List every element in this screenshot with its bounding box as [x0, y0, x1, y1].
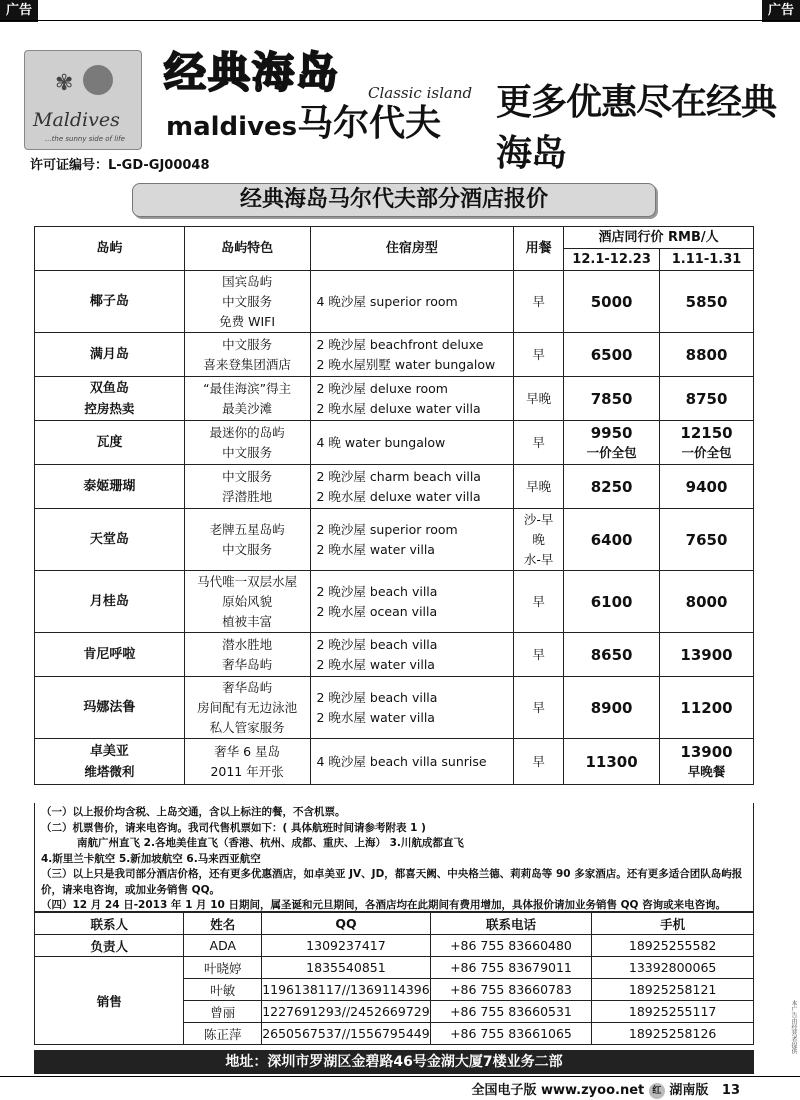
meal-plan: [514, 571, 564, 633]
contact-name: 曾丽: [184, 1001, 262, 1023]
price-period-1: [564, 633, 660, 677]
island-name-line: 卓美亚: [89, 743, 129, 759]
note-1: （一）以上报价均含税、上岛交通，含以上标注的餐，不含机票。: [41, 806, 346, 818]
header-features: 岛屿特色: [184, 227, 310, 271]
price-period-1: [564, 677, 660, 739]
price-period-2-line: 8750: [685, 389, 728, 408]
contact-mobile: 18925258121: [592, 979, 754, 1001]
room-types-line: 2 晚水屋 water villa: [316, 541, 435, 557]
contact-mobile: 18925258126: [592, 1023, 754, 1045]
island-features-line: 喜来登集团酒店: [203, 356, 291, 372]
price-period-1: [564, 333, 660, 377]
meal-plan: [514, 633, 564, 677]
island-name: [35, 421, 185, 465]
price-row: [35, 677, 754, 739]
meal-plan-line: 早: [532, 699, 545, 715]
room-types: [310, 421, 514, 465]
meal-plan: [514, 677, 564, 739]
price-period-1: [564, 271, 660, 333]
brand-sub-en: maldives: [166, 112, 298, 142]
price-period-2: [660, 571, 754, 633]
contact-qq: 2650567537//1556795449: [262, 1023, 430, 1045]
price-period-2-line: 一价全包: [681, 444, 732, 460]
room-types: [310, 377, 514, 421]
note-2: （二）机票售价，请来电咨询。我司代售机票如下：( 具体航班时间请参考附表 1 ): [41, 821, 426, 834]
price-period-1-line: 8900: [590, 698, 633, 717]
room-types-line: 2 晚沙屋 beach villa: [316, 583, 438, 599]
top-rule: [0, 20, 800, 21]
price-period-1-line: 6500: [590, 345, 633, 364]
room-types: [310, 271, 514, 333]
meal-plan: [514, 377, 564, 421]
notes-box: [34, 803, 754, 912]
island-name: [35, 633, 185, 677]
price-period-2-line: 12150: [680, 423, 733, 442]
room-types: [310, 465, 514, 509]
meal-plan-line: 早: [532, 293, 545, 309]
meal-plan-line: 早: [532, 753, 545, 769]
island-features-line: 国宾岛屿: [222, 273, 273, 289]
contact-tel: +86 755 83679011: [430, 957, 592, 979]
price-period-1-line: 8650: [590, 645, 633, 664]
sun-icon: [83, 65, 113, 95]
contact-row: [35, 935, 754, 957]
note-2-airlines-a: 南航广州直飞 2.各地美佳直飞（香港、杭州、成都、重庆、上海） 3.川航成都直飞: [77, 837, 464, 849]
room-types: [310, 571, 514, 633]
island-name: [35, 271, 185, 333]
room-types-line: 2 晚水屋别墅 water bungalow: [316, 356, 496, 372]
island-features-line: 原始风貌: [222, 593, 273, 609]
island-features-line: 最迷你的岛屿: [209, 424, 285, 440]
header-room: 住宿房型: [310, 227, 514, 271]
price-period-1-line: 一价全包: [586, 444, 637, 460]
contact-tel: +86 755 83661065: [430, 1023, 592, 1045]
meal-plan-line: 早: [532, 434, 545, 450]
contact-tel: +86 755 83660531: [430, 1001, 592, 1023]
ad-label-right: 广告: [762, 0, 800, 22]
header-period-2: 1.11-1.31: [660, 249, 754, 271]
island-features: [184, 465, 310, 509]
price-period-2-line: 7650: [685, 530, 728, 549]
ad-label-left: 广告: [0, 0, 38, 22]
island-name-line: 瓦度: [96, 434, 123, 450]
price-period-2-line: 13900: [680, 742, 733, 761]
contact-qq: 1196138117//1369114396: [262, 979, 430, 1001]
room-types-line: 2 晚水屋 water villa: [316, 709, 435, 725]
price-period-2: [660, 465, 754, 509]
contact-table: [34, 912, 754, 1045]
contact-name: 陈正萍: [184, 1023, 262, 1045]
island-name-line: 月桂岛: [89, 593, 129, 609]
room-types-line: 2 晚水屋 ocean villa: [316, 603, 438, 619]
side-note: 本广告由经营者提供: [790, 1000, 797, 1054]
meal-plan-line: 早: [532, 346, 545, 362]
contact-tel: +86 755 83660480: [430, 935, 592, 957]
price-period-1: [564, 739, 660, 785]
contact-header-mobile: 手机: [592, 913, 754, 935]
contact-header-qq: QQ: [262, 913, 430, 935]
room-types-line: 2 晚水屋 water villa: [316, 656, 435, 672]
meal-plan-line: 早晚: [526, 478, 552, 494]
header-island: 岛屿: [35, 227, 185, 271]
price-period-1-line: 5000: [590, 292, 633, 311]
island-name-line: 玛娜法鲁: [83, 699, 136, 715]
price-period-2-line: 8800: [685, 345, 728, 364]
island-name: [35, 739, 185, 785]
island-name-line: 控房热卖: [84, 400, 135, 416]
price-row: [35, 739, 754, 785]
edition-badge-icon: 红: [649, 1083, 665, 1099]
room-types: [310, 333, 514, 377]
price-period-1-line: 8250: [590, 477, 633, 496]
island-features-line: 中文服务: [222, 336, 273, 352]
room-types-line: 2 晚水屋 deluxe water villa: [316, 400, 481, 416]
meal-plan: [514, 739, 564, 785]
island-features-line: 马代唯一双层水屋: [197, 573, 298, 589]
price-row: [35, 333, 754, 377]
price-period-2: [660, 421, 754, 465]
price-period-1-line: 6400: [590, 530, 633, 549]
room-types-line: 2 晚沙屋 beachfront deluxe: [316, 336, 484, 352]
price-row: [35, 509, 754, 571]
page-number: 13: [721, 1083, 740, 1098]
price-row: [35, 377, 754, 421]
island-features: [184, 633, 310, 677]
room-types-line: 2 晚沙屋 charm beach villa: [316, 468, 481, 484]
price-row: [35, 465, 754, 509]
island-name: [35, 509, 185, 571]
price-row: [35, 571, 754, 633]
price-period-2: [660, 677, 754, 739]
contact-mobile: 18925255582: [592, 935, 754, 957]
island-features-line: 中文服务: [222, 468, 273, 484]
island-features: [184, 571, 310, 633]
price-period-2: [660, 633, 754, 677]
island-features-line: 奢华岛屿: [222, 679, 273, 695]
island-name-line: 双鱼岛: [89, 380, 129, 396]
contact-header-tel: 联系电话: [430, 913, 592, 935]
palm-tree-icon: ✾: [55, 71, 74, 96]
island-features: [184, 739, 310, 785]
meal-plan: [514, 421, 564, 465]
island-name: [35, 677, 185, 739]
island-features: [184, 509, 310, 571]
island-features-line: 奢华岛屿: [222, 656, 273, 672]
price-period-2-line: 5850: [685, 292, 728, 311]
price-row: [35, 271, 754, 333]
price-period-2: [660, 739, 754, 785]
island-features-line: 2011 年开张: [210, 763, 284, 779]
page-title: 经典海岛马尔代夫部分酒店报价: [132, 183, 656, 217]
logo-tagline: ...the sunny side of life: [45, 135, 125, 143]
price-period-2-line: 8000: [685, 592, 728, 611]
price-period-2-line: 13900: [680, 645, 733, 664]
price-period-2: [660, 509, 754, 571]
brand-subtitle: [166, 104, 441, 147]
edition-text: 全国电子版 www.zyoo.net: [471, 1083, 645, 1098]
price-period-1-line: 11300: [585, 752, 638, 771]
price-period-1: [564, 465, 660, 509]
footer-rule: [0, 1076, 800, 1077]
island-features-line: 老牌五星岛屿: [209, 521, 285, 537]
island-features-line: 植被丰富: [222, 613, 273, 629]
price-period-2: [660, 377, 754, 421]
island-name-line: 维塔微利: [84, 763, 135, 779]
contact-name: 叶晓婷: [184, 957, 262, 979]
island-features-line: 浮潜胜地: [222, 488, 273, 504]
price-period-1-line: 6100: [590, 592, 633, 611]
brand-title-en: Classic island: [368, 84, 473, 102]
island-features: [184, 421, 310, 465]
region-label: 湖南版: [669, 1083, 709, 1098]
price-period-1: [564, 571, 660, 633]
price-row: [35, 633, 754, 677]
meal-plan-line: 早: [532, 593, 545, 609]
contact-name: ADA: [184, 935, 262, 957]
island-name-line: 泰姬珊瑚: [83, 478, 136, 494]
room-types-line: 2 晚水屋 deluxe water villa: [316, 488, 481, 504]
meal-plan-line: 沙-早: [523, 511, 554, 527]
price-period-1: [564, 421, 660, 465]
island-name: [35, 333, 185, 377]
room-types-line: 2 晚沙屋 beach villa: [316, 636, 438, 652]
license-number: 许可证编号：L-GD-GJ00048: [30, 158, 210, 173]
meal-plan: [514, 465, 564, 509]
price-period-2-line: 11200: [680, 698, 733, 717]
island-name-line: 天堂岛: [89, 531, 129, 547]
island-features-line: 中文服务: [222, 444, 273, 460]
room-types-line: 2 晚沙屋 beach villa: [316, 689, 438, 705]
meal-plan-line: 早晚: [526, 390, 552, 406]
price-table: [34, 226, 754, 785]
room-types-line: 4 晚沙屋 superior room: [316, 293, 458, 309]
contact-tel: +86 755 83660783: [430, 979, 592, 1001]
page-footer: [471, 1079, 740, 1099]
header-price-group: 酒店同行价 RMB/人: [564, 227, 754, 249]
room-types: [310, 509, 514, 571]
contact-name: 叶敏: [184, 979, 262, 1001]
address-bar: 地址：深圳市罗湖区金碧路46号金湖大厦7楼业务二部: [34, 1050, 754, 1074]
island-name-line: 肯尼呼啦: [83, 646, 136, 662]
room-types-line: 2 晚沙屋 superior room: [316, 521, 458, 537]
island-features-line: “最佳海滨”得主: [203, 380, 292, 396]
brand-sub-cn: 马尔代夫: [297, 103, 442, 144]
contact-row: [35, 957, 754, 979]
island-name-line: 满月岛: [89, 346, 129, 362]
room-types-line: 2 晚沙屋 deluxe room: [316, 380, 448, 396]
contact-mobile: 18925255117: [592, 1001, 754, 1023]
meal-plan-line: 水-早: [523, 551, 554, 567]
price-period-2: [660, 271, 754, 333]
contact-mobile: 13392800065: [592, 957, 754, 979]
contact-header-role: 联系人: [35, 913, 184, 935]
maldives-logo: [24, 50, 142, 150]
price-period-1: [564, 377, 660, 421]
island-name-line: 椰子岛: [89, 293, 129, 309]
note-2-airlines-b: 4.斯里兰卡航空 5.新加坡航空 6.马来西亚航空: [41, 852, 261, 865]
logo-word: Maldives: [33, 109, 120, 131]
role-manager: 负责人: [35, 935, 184, 957]
meal-plan: [514, 333, 564, 377]
island-features-line: 免费 WIFI: [219, 313, 276, 329]
room-types: [310, 633, 514, 677]
island-name: [35, 377, 185, 421]
meal-plan-line: 早: [532, 646, 545, 662]
brand-title-cn: 经典海岛: [164, 48, 341, 97]
contact-qq: 1309237417: [262, 935, 430, 957]
price-period-2-line: 9400: [685, 477, 728, 496]
room-types: [310, 739, 514, 785]
island-features-line: 最美沙滩: [222, 400, 273, 416]
meal-plan-line: 晚: [532, 531, 545, 547]
contact-qq: 1227691293//2452669729: [262, 1001, 430, 1023]
island-features: [184, 333, 310, 377]
price-period-1: [564, 509, 660, 571]
room-types-line: 4 晚 water bungalow: [316, 434, 446, 450]
price-period-2: [660, 333, 754, 377]
price-period-1-line: 7850: [590, 389, 633, 408]
note-3: （三）以上只是我司部分酒店价格，还有更多优惠酒店，如卓美亚 JV、JD，都喜天阙、中央格兰德、莉莉岛等 90 多家酒店。还有更多适合团队岛屿报价，请来电咨询，或加业务销售 QQ。: [41, 868, 743, 896]
island-features: [184, 677, 310, 739]
contact-header-name: 姓名: [184, 913, 262, 935]
island-features-line: 中文服务: [222, 541, 273, 557]
slogan: 更多优惠尽在经典海岛: [496, 82, 777, 174]
meal-plan: [514, 509, 564, 571]
room-types-line: 4 晚沙屋 beach villa sunrise: [316, 753, 487, 769]
price-period-2-line: 早晚餐: [687, 763, 726, 779]
role-sales: 销售: [35, 957, 184, 1045]
island-features-line: 奢华 6 星岛: [214, 743, 281, 759]
island-features-line: 潜水胜地: [222, 636, 273, 652]
meal-plan: [514, 271, 564, 333]
island-name: [35, 465, 185, 509]
room-types: [310, 677, 514, 739]
island-features-line: 私人管家服务: [209, 719, 285, 735]
note-4: （四）12 月 24 日-2013 年 1 月 10 日期间，属圣诞和元旦期间，各酒店均在此期间有费用增加，具体报价请加业务销售 QQ 咨询或来电咨询。: [41, 899, 727, 911]
contact-qq: 1835540851: [262, 957, 430, 979]
island-features-line: 中文服务: [222, 293, 273, 309]
header-period-1: 12.1-12.23: [564, 249, 660, 271]
island-features: [184, 377, 310, 421]
island-features-line: 房间配有无边泳池: [197, 699, 298, 715]
island-name: [35, 571, 185, 633]
price-period-1-line: 9950: [590, 423, 633, 442]
island-features: [184, 271, 310, 333]
price-row: [35, 421, 754, 465]
header-meal: 用餐: [514, 227, 564, 271]
